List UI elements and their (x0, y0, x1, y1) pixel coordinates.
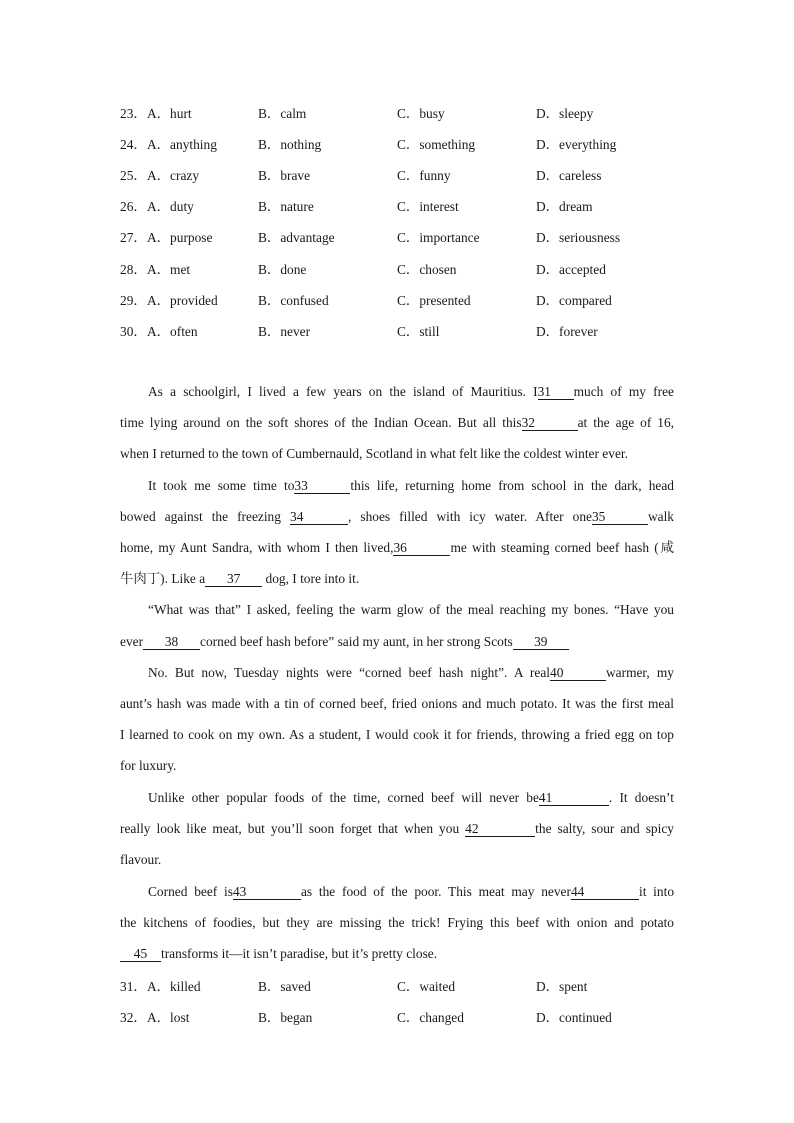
blank-40: 40 (550, 665, 606, 681)
question-number: 31． (120, 979, 147, 994)
passage-text: corned beef hash before” said my aunt, in her strong Scots (200, 634, 513, 649)
question-number: 23． (120, 106, 147, 121)
option-b: B．saved (258, 979, 311, 994)
passage-text: ever (120, 634, 144, 649)
passage-line (120, 944, 674, 964)
passage-text: me with steaming corned beef hash (咸 (450, 540, 675, 555)
passage-text: It took me some time to (148, 478, 295, 493)
question-28-options (120, 259, 680, 279)
option-c: C．changed (397, 1010, 464, 1025)
question-26-options (120, 196, 680, 216)
passage-line: I learned to cook on my own. As a student, I would cook it for friends, throwing a fried egg on top (120, 727, 674, 742)
passage-text: Unlike other popular foods of the time, corned beef will never be (148, 790, 539, 805)
option-b: B．confused (258, 293, 329, 308)
passage-line (120, 476, 674, 496)
option-b: B．began (258, 1010, 313, 1025)
option-b: B．brave (258, 168, 311, 183)
passage-line: for luxury. (120, 758, 177, 773)
passage-text: the salty, sour and spicy (535, 821, 674, 836)
option-d: D．accepted (536, 262, 606, 277)
passage-line (120, 663, 674, 683)
passage-line: “What was that” I asked, feeling the warm glow of the meal reaching my bones. “Have you (148, 602, 674, 617)
passage-line: aunt’s hash was made with a tin of corned beef, fried onions and much potato. It was the first meal (120, 696, 674, 711)
question-23-options (120, 103, 680, 123)
option-d: D．continued (536, 1010, 612, 1025)
option-d: D．dream (536, 199, 593, 214)
option-c: C．chosen (397, 262, 457, 277)
option-a: A．provided (147, 293, 218, 308)
option-c: C．interest (397, 199, 459, 214)
passage-text: walk (647, 509, 674, 524)
passage-text: dog, I tore into it. (262, 571, 360, 586)
passage-text: much of my free (573, 384, 674, 399)
question-25-options (120, 165, 680, 185)
question-32-options (120, 1007, 680, 1027)
passage-text: . It doesn’t (608, 790, 674, 805)
passage-text: No. But now, Tuesday nights were “corned beef hash night”. A real (148, 665, 550, 680)
option-b: B．never (258, 324, 311, 339)
passage-line (120, 632, 674, 652)
passage-text: time lying around on the soft shores of the Indian Ocean. But all this (120, 415, 522, 430)
question-29-options (120, 290, 680, 310)
option-b: B．advantage (258, 230, 335, 245)
option-b: B．nature (258, 199, 314, 214)
blank-36: 36 (393, 540, 450, 556)
option-d: D．seriousness (536, 230, 621, 245)
passage-text: warmer, my (606, 665, 674, 680)
passage-line: the kitchens of foodies, but they are missing the trick! Frying this beef with onion and potato (120, 915, 674, 930)
option-b: B．done (258, 262, 307, 277)
passage-line (120, 819, 674, 839)
blank-35: 35 (592, 509, 648, 525)
question-30-options (120, 321, 680, 341)
passage-text: really look like meat, but you’ll soon forget that when you (120, 821, 466, 836)
option-d: D．sleepy (536, 106, 594, 121)
option-c: C．still (397, 324, 440, 339)
blank-34: 34 (290, 509, 348, 525)
option-a: A．purpose (147, 230, 213, 245)
option-d: D．careless (536, 168, 602, 183)
blank-43: 43 (233, 884, 301, 900)
option-d: D．everything (536, 137, 617, 152)
question-24-options (120, 134, 680, 154)
option-d: D．compared (536, 293, 612, 308)
option-a: A．killed (147, 979, 201, 994)
blank-39: 39 (513, 634, 569, 650)
option-a: A．often (147, 324, 198, 339)
option-c: C．busy (397, 106, 445, 121)
option-c: C．waited (397, 979, 456, 994)
passage-text: , shoes filled with icy water. After one (348, 509, 592, 524)
blank-33: 33 (294, 478, 350, 494)
blank-37: 37 (205, 571, 262, 587)
passage-text: transforms it—it isn’t paradise, but it’s pretty close. (161, 946, 438, 961)
blank-42: 42 (465, 821, 535, 837)
option-a: A．anything (147, 137, 217, 152)
blank-41: 41 (539, 790, 609, 806)
question-number: 27． (120, 230, 147, 245)
question-27-options (120, 227, 680, 247)
blank-31: 31 (538, 384, 574, 400)
question-31-options (120, 976, 680, 996)
passage-text: as the food of the poor. This meat may never (300, 884, 571, 899)
option-d: D．forever (536, 324, 598, 339)
passage-line (120, 538, 674, 558)
blank-45: 45 (120, 946, 161, 962)
passage-text: Corned beef is (148, 884, 233, 899)
option-a: A．crazy (147, 168, 200, 183)
option-c: C．presented (397, 293, 471, 308)
question-number: 30． (120, 324, 147, 339)
passage-text: As a schoolgirl, I lived a few years on the island of Mauritius. I (148, 384, 538, 399)
option-a: A．lost (147, 1010, 190, 1025)
passage-line (120, 882, 674, 902)
blank-44: 44 (571, 884, 639, 900)
passage-line (120, 413, 674, 433)
option-c: C．something (397, 137, 476, 152)
blank-32: 32 (522, 415, 578, 431)
passage-text: home, my Aunt Sandra, with whom I then lived, (120, 540, 394, 555)
passage-text: this life, returning home from school in the dark, head (350, 478, 674, 493)
question-number: 29． (120, 293, 147, 308)
question-number: 32． (120, 1010, 147, 1025)
option-b: B．nothing (258, 137, 322, 152)
question-number: 25． (120, 168, 147, 183)
passage-text: it into (638, 884, 675, 899)
option-a: A．hurt (147, 106, 192, 121)
passage-text: bowed against the freezing (120, 509, 290, 524)
question-number: 24． (120, 137, 147, 152)
passage-text: at the age of 16, (577, 415, 674, 430)
passage-line (120, 569, 674, 589)
passage-line: when I returned to the town of Cumbernauld, Scotland in what felt like the coldest winter ever. (120, 446, 628, 461)
passage-text: 牛肉丁). Like a (120, 571, 206, 586)
question-number: 26． (120, 199, 147, 214)
option-b: B．calm (258, 106, 307, 121)
question-number: 28． (120, 262, 147, 277)
passage-line: flavour. (120, 852, 162, 867)
passage-line (120, 788, 674, 808)
option-a: A．duty (147, 199, 194, 214)
blank-38: 38 (143, 634, 200, 650)
passage-line (120, 382, 674, 402)
option-d: D．spent (536, 979, 588, 994)
option-c: C．funny (397, 168, 451, 183)
option-a: A．met (147, 262, 191, 277)
passage-line (120, 507, 674, 527)
option-c: C．importance (397, 230, 480, 245)
